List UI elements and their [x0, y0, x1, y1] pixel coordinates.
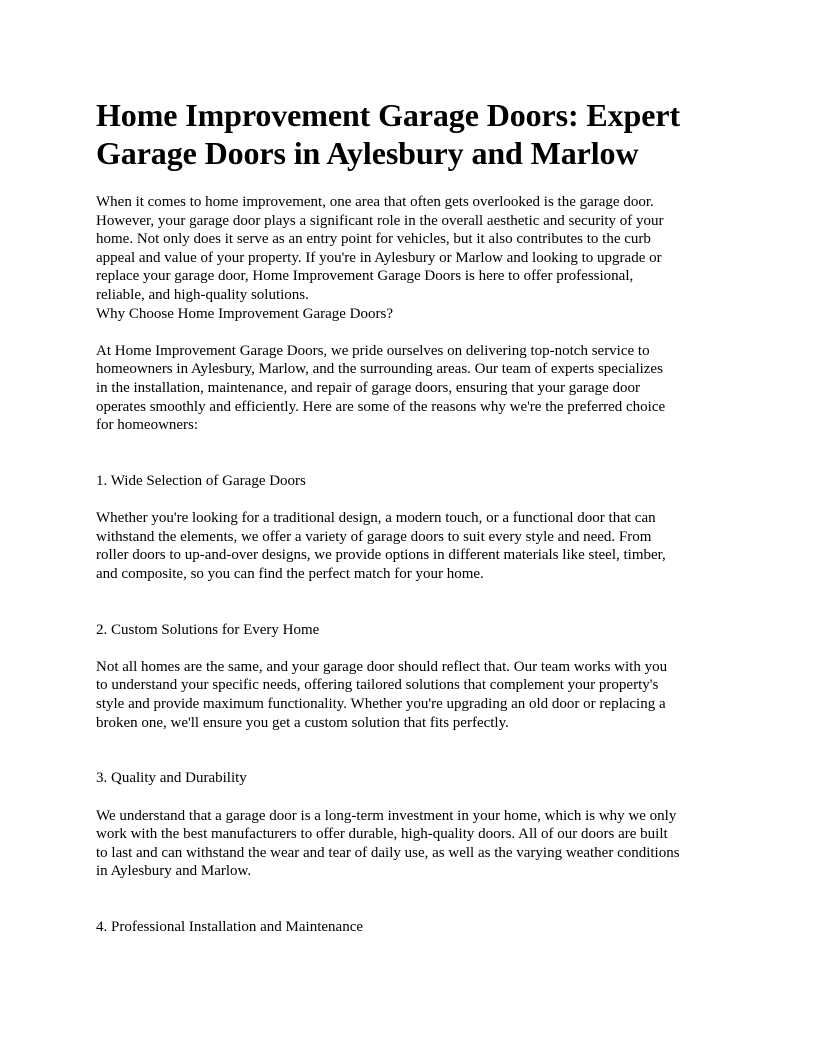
text-line: replace your garage door, Home Improvement Garage Doors is here to offer professional, [96, 268, 634, 285]
text-line: Not all homes are the same, and your garage door should reflect that. Our team works with you [96, 658, 668, 675]
text-line: We understand that a garage door is a long-term investment in your home, which is why we only [96, 807, 677, 824]
section-heading: 3. Quality and Durability [96, 770, 247, 787]
text-line: At Home Improvement Garage Doors, we pride ourselves on delivering top-notch service to [96, 342, 650, 359]
text-line: reliable, and high-quality solutions. [96, 286, 309, 303]
text-line: broken one, we'll ensure you get a custom solution that fits perfectly. [96, 714, 509, 731]
why-choose-heading: Why Choose Home Improvement Garage Doors? [96, 305, 393, 322]
section-paragraph [96, 509, 722, 583]
text-line: for homeowners: [96, 417, 199, 434]
text-line: work with the best manufacturers to offer durable, high-quality doors. All of our doors are built [96, 826, 668, 843]
intro-paragraph [96, 193, 722, 323]
page-title [96, 96, 722, 172]
text-line: However, your garage door plays a significant role in the overall aesthetic and security of your [96, 212, 664, 229]
text-line: style and provide maximum functionality. Whether you're upgrading an old door or replacing a [96, 696, 666, 713]
text-line: in Aylesbury and Marlow. [96, 863, 252, 880]
text-line: homeowners in Aylesbury, Marlow, and the surrounding areas. Our team of experts specializes [96, 361, 663, 378]
title-line: Home Improvement Garage Doors: Expert [96, 97, 681, 133]
text-line: When it comes to home improvement, one area that often gets overlooked is the garage door. [96, 194, 654, 210]
section-heading: 2. Custom Solutions for Every Home [96, 621, 320, 638]
text-line: to last and can withstand the wear and tear of daily use, as well as the varying weather conditions [96, 844, 680, 861]
text-line: in the installation, maintenance, and repair of garage doors, ensuring that your garage door [96, 379, 640, 396]
document-page [96, 96, 722, 937]
section-paragraph [96, 807, 722, 881]
section-paragraph [96, 658, 722, 732]
why-choose-paragraph [96, 342, 722, 435]
text-line: operates smoothly and efficiently. Here are some of the reasons why we're the preferred choice [96, 398, 666, 415]
text-line: to understand your specific needs, offering tailored solutions that complement your property's [96, 677, 659, 694]
text-line: withstand the elements, we offer a variety of garage doors to suit every style and need. From [96, 528, 652, 545]
section-heading: 1. Wide Selection of Garage Doors [96, 472, 306, 489]
text-line: and composite, so you can find the perfect match for your home. [96, 565, 484, 582]
text-line: appeal and value of your property. If you're in Aylesbury or Marlow and looking to upgrade or [96, 249, 662, 266]
text-line: roller doors to up-and-over designs, we provide options in different materials like steel, timber, [96, 547, 666, 564]
title-line: Garage Doors in Aylesbury and Marlow [96, 135, 639, 171]
section-heading: 4. Professional Installation and Maintenance [96, 919, 364, 936]
text-line: Whether you're looking for a traditional design, a modern touch, or a functional door that can [96, 510, 656, 527]
text-line: home. Not only does it serve as an entry point for vehicles, but it also contributes to the curb [96, 231, 651, 248]
